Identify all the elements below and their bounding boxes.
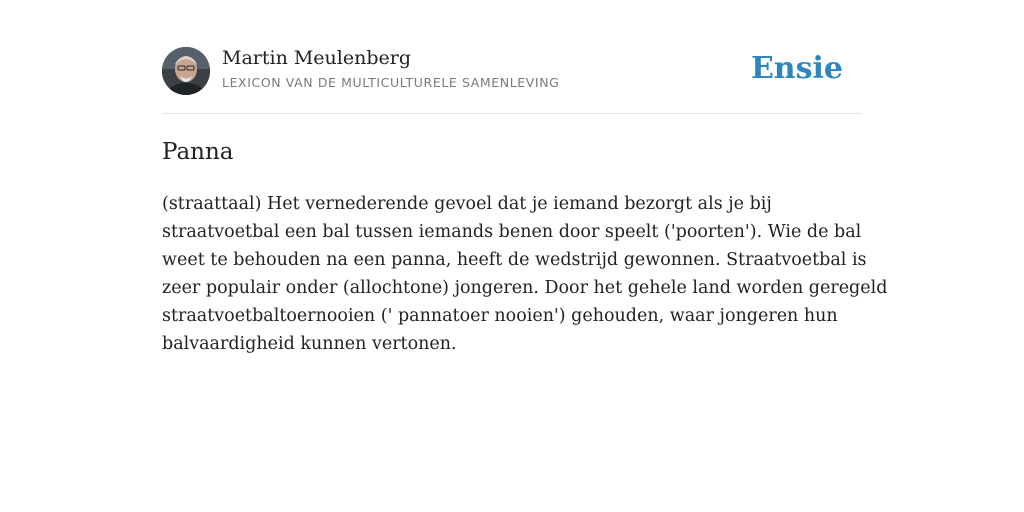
definition-line: zeer populair onder (allochtone) jongeren. Door het gehele land worden geregeld [162, 278, 888, 298]
entry-title: Panna [162, 139, 234, 165]
entry-card [162, 46, 888, 354]
entry-definition [162, 190, 888, 358]
author-photo-icon [162, 47, 210, 95]
definition-line: (straattaal) Het vernederende gevoel dat je iemand bezorgt als je bij [162, 194, 772, 214]
author-name[interactable]: Martin Meulenberg [222, 47, 411, 69]
header [162, 46, 862, 114]
avatar[interactable] [162, 47, 210, 95]
brand-logo[interactable]: Ensie [750, 51, 843, 86]
definition-line: straatvoetbal een bal tussen iemands benen door speelt ('poorten'). Wie de bal [162, 222, 862, 242]
definition-line: balvaardigheid kunnen vertonen. [162, 334, 457, 354]
definition-line: weet te behouden na een panna, heeft de wedstrijd gewonnen. Straatvoetbal is [162, 250, 867, 270]
definition-line: straatvoetbaltoernooien (' pannatoer nooien') gehouden, waar jongeren hun [162, 306, 838, 326]
publication-name[interactable]: LEXICON VAN DE MULTICULTURELE SAMENLEVING [222, 75, 560, 90]
